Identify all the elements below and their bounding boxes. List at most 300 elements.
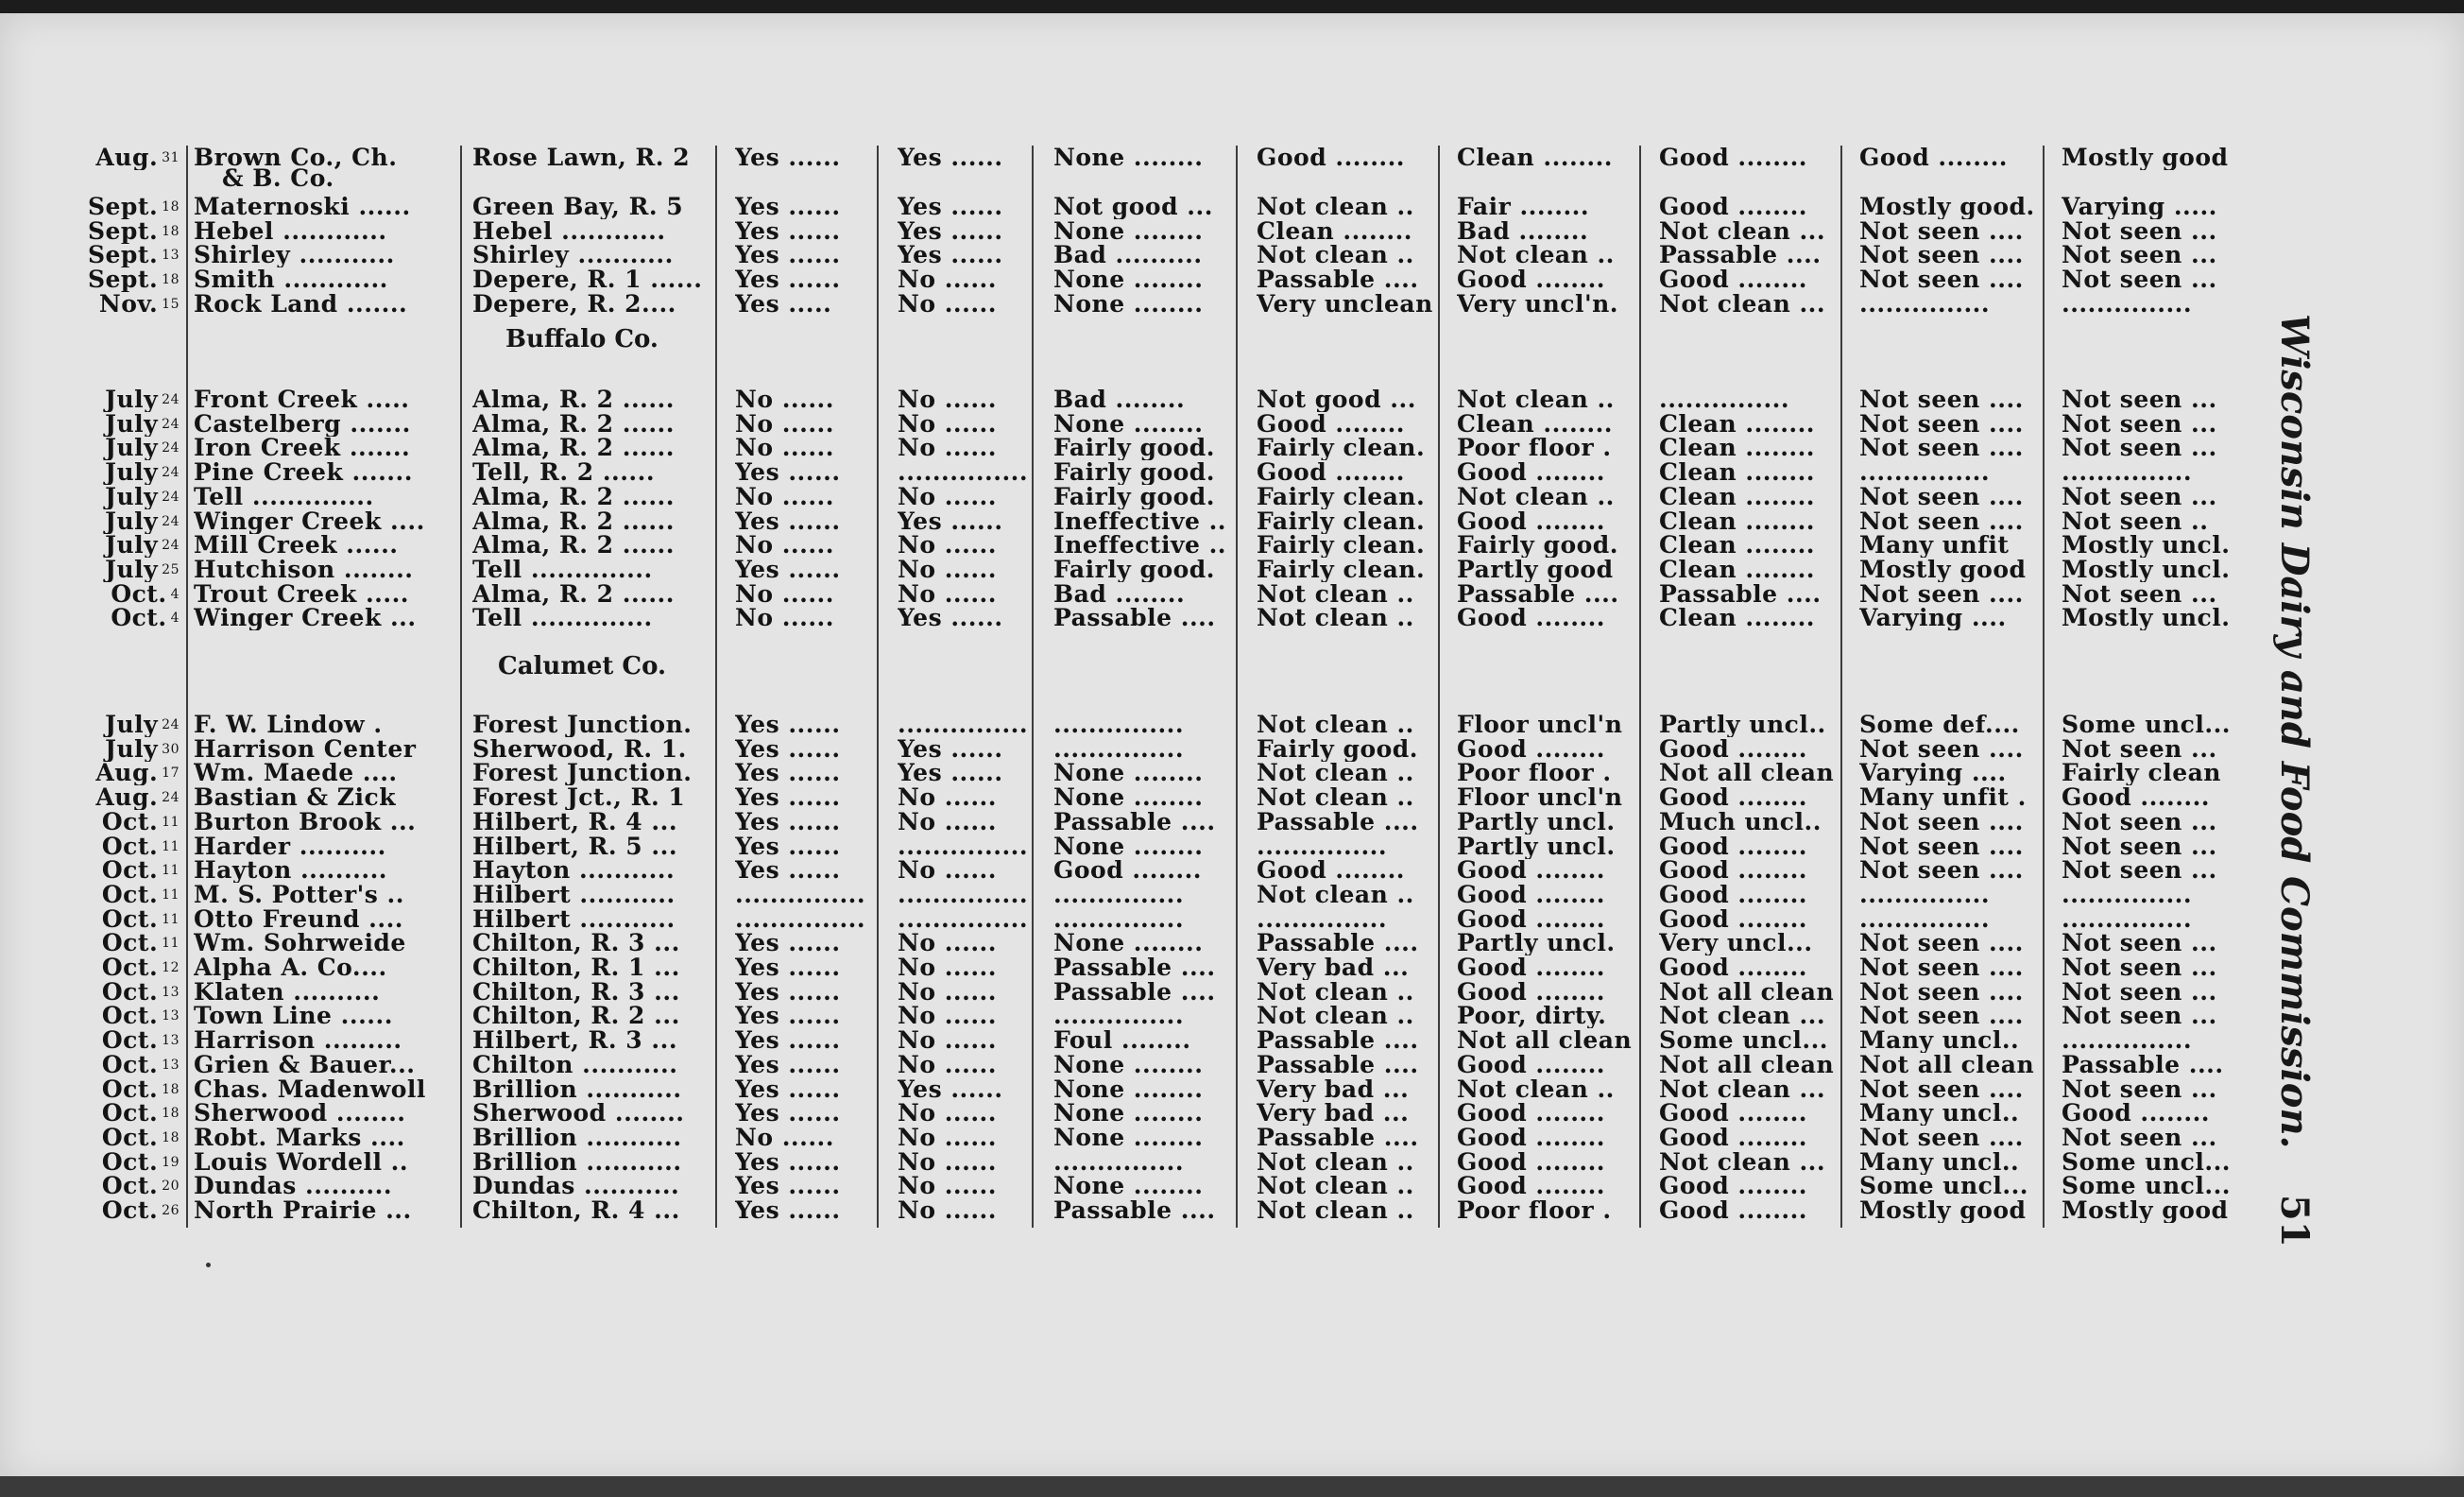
cell-c4: Very bad ...: [1257, 1076, 1410, 1102]
cell-c7: Mostly good.: [1859, 195, 2035, 219]
day: 20: [162, 1179, 180, 1195]
month: Oct.: [101, 858, 159, 884]
cell-location: Hilbert, R. 4 ...: [472, 809, 678, 835]
cell-c4: Good ........: [1257, 146, 1406, 170]
day: 11: [162, 838, 180, 854]
month: Oct.: [101, 1101, 159, 1127]
month: Aug.: [95, 146, 159, 170]
day: 25: [162, 561, 180, 577]
cell-c2: ...............: [898, 834, 1029, 859]
column-rule: [1639, 146, 1641, 1228]
table-row: [0, 219, 2267, 244]
cell-c1: No ......: [735, 1125, 834, 1150]
cell-c4: Passable ....: [1257, 1052, 1419, 1077]
cell-c7: Not seen ....: [1859, 858, 2024, 884]
day: 24: [162, 465, 180, 481]
cell-c8: ...............: [2062, 1028, 2193, 1054]
cell-name: Chas. Madenwoll: [194, 1076, 426, 1102]
cell-name: Tell ..............: [194, 484, 374, 509]
cell-c5: Partly uncl.: [1457, 809, 1616, 835]
date-cell: [38, 1101, 180, 1126]
cell-c1: Yes ......: [735, 1004, 841, 1029]
cell-c2: No ......: [898, 1028, 997, 1054]
cell-c2: ...............: [898, 882, 1029, 907]
day: 24: [162, 392, 180, 407]
cell-c1: Yes ......: [735, 508, 841, 534]
cell-c4: Not clean ..: [1257, 1149, 1414, 1175]
cell-c7: Good ........: [1859, 146, 2009, 170]
cell-c2: Yes ......: [898, 146, 1003, 170]
cell-c6: Good ........: [1659, 858, 1808, 884]
month: Oct.: [101, 834, 159, 859]
cell-c7: Some def....: [1859, 713, 2020, 737]
cell-c7: Not seen ....: [1859, 436, 2024, 461]
cell-location: Hilbert, R. 5 ...: [472, 834, 678, 859]
cell-c8: Not seen ..: [2062, 508, 2209, 534]
day: 24: [162, 489, 180, 505]
cell-c4: Good ........: [1257, 411, 1406, 437]
cell-name: F. W. Lindow .: [194, 713, 383, 737]
column-rule: [1840, 146, 1842, 1228]
cell-c3: None ........: [1053, 834, 1204, 859]
cell-c6: Good ........: [1659, 1101, 1808, 1127]
cell-c8: Not seen ...: [2062, 736, 2217, 762]
cell-c8: Not seen ...: [2062, 1004, 2217, 1029]
cell-c3: None ........: [1053, 218, 1204, 244]
cell-location: Chilton ...........: [472, 1052, 678, 1077]
cell-c4: Not clean ..: [1257, 761, 1414, 786]
cell-c6: Not clean ...: [1659, 1149, 1826, 1175]
month: Oct.: [101, 1125, 159, 1150]
cell-c6: Clean ........: [1659, 508, 1816, 534]
cell-c1: Yes ......: [735, 460, 841, 486]
date-cell: [38, 1077, 180, 1102]
cell-c4: Passable ....: [1257, 267, 1419, 293]
cell-c1: Yes ......: [735, 1149, 841, 1175]
table-row: [0, 1198, 2267, 1223]
cell-location: Depere, R. 2....: [472, 291, 676, 317]
cell-c3: None ........: [1053, 1101, 1204, 1127]
cell-c6: Not all clean: [1659, 761, 1835, 786]
table-row: [0, 558, 2267, 582]
cell-c6: Not clean ...: [1659, 1004, 1826, 1029]
date-cell: [38, 460, 180, 485]
day: 24: [162, 440, 180, 456]
table-row: [0, 737, 2267, 762]
cell-c2: No ......: [898, 785, 997, 811]
cell-location: Tell, R. 2 ......: [472, 460, 656, 486]
cell-location: Tell ..............: [472, 606, 653, 631]
table-row: [0, 144, 2267, 192]
cell-c2: Yes ......: [898, 243, 1003, 268]
cell-c4: Very unclean: [1257, 291, 1433, 317]
day: 13: [162, 248, 180, 264]
table-row: [0, 292, 2267, 317]
date-cell: [38, 1053, 180, 1077]
cell-c5: Poor floor .: [1457, 761, 1612, 786]
cell-c3: None ........: [1053, 785, 1204, 811]
cell-c5: Clean ........: [1457, 411, 1614, 437]
cell-c7: Many uncl..: [1859, 1149, 2020, 1175]
cell-c4: Fairly clean.: [1257, 436, 1426, 461]
cell-c6: Not clean ...: [1659, 1076, 1826, 1102]
cell-c6: Good ........: [1659, 906, 1808, 932]
month: July: [105, 736, 159, 762]
table-row: [0, 509, 2267, 534]
cell-c7: Not seen ....: [1859, 979, 2024, 1005]
day: 18: [162, 1106, 180, 1122]
cell-c3: Passable ....: [1053, 979, 1216, 1005]
cell-c6: Passable ....: [1659, 243, 1822, 268]
table-row: [0, 810, 2267, 835]
cell-c2: No ......: [898, 581, 997, 607]
month: July: [105, 533, 159, 559]
cell-name: Pine Creek .......: [194, 460, 413, 486]
cell-c6: Good ........: [1659, 1198, 1808, 1223]
cell-c1: Yes ......: [735, 146, 841, 170]
cell-c6: Clean ........: [1659, 484, 1816, 509]
cell-c6: Good ........: [1659, 736, 1808, 762]
cell-c6: Very uncl...: [1659, 931, 1813, 956]
cell-c7: Not seen ....: [1859, 508, 2024, 534]
cell-c8: Not seen ...: [2062, 243, 2217, 268]
cell-name: Front Creek .....: [194, 387, 410, 412]
column-rule: [1032, 146, 1034, 1228]
cell-c1: Yes ......: [735, 955, 841, 980]
cell-c3: Passable ....: [1053, 809, 1216, 835]
day: 11: [162, 936, 180, 952]
cell-c3: None ........: [1053, 761, 1204, 786]
cell-name: Bastian & Zick: [194, 785, 397, 811]
cell-c4: Passable ....: [1257, 1125, 1419, 1150]
cell-c4: Fairly clean.: [1257, 508, 1426, 534]
table-row: [0, 761, 2267, 785]
cell-name: Wm. Maede ....: [194, 761, 398, 786]
cell-c8: Not seen ...: [2062, 834, 2217, 859]
cell-c3: Bad ........: [1053, 387, 1186, 412]
day: 12: [162, 960, 180, 975]
cell-c5: Not clean ..: [1457, 243, 1615, 268]
date-cell: [38, 412, 180, 437]
cell-c4: Not clean ..: [1257, 243, 1414, 268]
cell-c4: Fairly good.: [1257, 736, 1418, 762]
cell-c2: ...............: [898, 713, 1029, 737]
cell-c5: Not clean ..: [1457, 484, 1615, 509]
cell-c3: Fairly good.: [1053, 484, 1215, 509]
cell-c4: Very bad ...: [1257, 1101, 1410, 1127]
day: 18: [162, 1129, 180, 1145]
cell-location: Chilton, R. 4 ...: [472, 1198, 680, 1223]
date-cell: [38, 1004, 180, 1028]
cell-c2: Yes ......: [898, 508, 1003, 534]
cell-location: Hilbert, R. 3 ...: [472, 1028, 678, 1054]
cell-c6: Not all clean: [1659, 1052, 1835, 1077]
cell-c7: ...............: [1859, 882, 1991, 907]
cell-c1: Yes ......: [735, 736, 841, 762]
cell-c3: None ........: [1053, 411, 1204, 437]
cell-c7: Not seen ....: [1859, 387, 2024, 412]
cell-c4: Very bad ...: [1257, 955, 1410, 980]
cell-name: Hebel ............: [194, 218, 387, 244]
cell-c1: Yes ......: [735, 761, 841, 786]
cell-c7: Many unfit: [1859, 533, 2010, 559]
date-cell: [38, 955, 180, 980]
cell-c3: Bad ........: [1053, 581, 1186, 607]
cell-c1: No ......: [735, 436, 834, 461]
table-row: [0, 1028, 2267, 1053]
column-rule: [186, 146, 188, 1228]
scan-bottom-edge: [0, 1476, 2464, 1497]
table-row: [0, 267, 2267, 292]
cell-c4: Not clean ..: [1257, 1004, 1414, 1029]
cell-c1: Yes ......: [735, 785, 841, 811]
cell-c8: Varying .....: [2062, 195, 2217, 219]
cell-c2: No ......: [898, 436, 997, 461]
date-cell: [38, 292, 180, 317]
cell-c3: Fairly good.: [1053, 557, 1215, 582]
cell-c8: Not seen ...: [2062, 218, 2217, 244]
cell-c2: No ......: [898, 291, 997, 317]
cell-c4: Clean ........: [1257, 218, 1413, 244]
cell-c6: Passable ....: [1659, 581, 1822, 607]
cell-location: Rose Lawn, R. 2: [472, 146, 691, 170]
cell-c6: Good ........: [1659, 882, 1808, 907]
cell-c6: Not all clean: [1659, 979, 1835, 1005]
date-cell: [38, 146, 180, 170]
cell-c1: Yes ......: [735, 1052, 841, 1077]
date-cell: [38, 533, 180, 558]
month: Oct.: [101, 1052, 159, 1077]
cell-location: Alma, R. 2 ......: [472, 581, 675, 607]
cell-c3: None ........: [1053, 1174, 1204, 1199]
cell-location: Forest Junction.: [472, 713, 693, 737]
cell-c1: No ......: [735, 606, 834, 631]
table-row: [0, 785, 2267, 810]
cell-c1: Yes ......: [735, 979, 841, 1005]
cell-c1: No ......: [735, 581, 834, 607]
table-row: [0, 460, 2267, 485]
cell-c5: Passable ....: [1457, 581, 1619, 607]
document-page: [0, 13, 2464, 1483]
cell-c8: Some uncl...: [2062, 1149, 2231, 1175]
cell-c6: Not clean ...: [1659, 291, 1826, 317]
day: 4: [170, 586, 180, 602]
cell-c5: Good ........: [1457, 858, 1606, 884]
date-cell: [38, 1126, 180, 1150]
cell-c1: Yes ......: [735, 243, 841, 268]
cell-c4: Fairly clean.: [1257, 484, 1426, 509]
cell-location: Hilbert ...........: [472, 882, 676, 907]
cell-c6: Clean ........: [1659, 460, 1816, 486]
cell-c5: Not clean ..: [1457, 1076, 1615, 1102]
cell-c3: ...............: [1053, 736, 1185, 762]
cell-name: Harrison Center: [194, 736, 417, 762]
cell-name: Burton Brook ...: [194, 809, 417, 835]
month: July: [105, 508, 159, 534]
cell-c4: ...............: [1257, 906, 1388, 932]
cell-c4: Passable ....: [1257, 809, 1419, 835]
day: 13: [162, 1033, 180, 1049]
cell-c7: ...............: [1859, 291, 1991, 317]
cell-c3: ...............: [1053, 713, 1185, 737]
cell-c8: Not seen ...: [2062, 411, 2217, 437]
cell-c6: Good ........: [1659, 1174, 1808, 1199]
month: July: [105, 557, 159, 582]
cell-c3: None ........: [1053, 291, 1204, 317]
cell-name: Sherwood ........: [194, 1101, 406, 1127]
cell-name: Otto Freund ....: [194, 906, 403, 932]
cell-c5: Not all clean: [1457, 1028, 1633, 1054]
cell-c5: Bad ........: [1457, 218, 1589, 244]
cell-c3: None ........: [1053, 1076, 1204, 1102]
cell-name: Alpha A. Co....: [194, 955, 387, 980]
table-row: [0, 436, 2267, 460]
cell-c5: Good ........: [1457, 508, 1606, 534]
cell-c7: Not seen ....: [1859, 411, 2024, 437]
column-rule: [877, 146, 879, 1228]
cell-c3: ...............: [1053, 882, 1185, 907]
cell-location: Dundas ...........: [472, 1174, 680, 1199]
date-cell: [38, 1174, 180, 1198]
cell-c7: Not seen ....: [1859, 243, 2024, 268]
cell-c4: Not clean ..: [1257, 713, 1414, 737]
date-cell: [38, 761, 180, 785]
section-title-calumet: Calumet Co.: [498, 652, 667, 680]
cell-c8: Not seen ...: [2062, 979, 2217, 1005]
table-row: [0, 1174, 2267, 1198]
cell-c6: Much uncl..: [1659, 809, 1822, 835]
day: 13: [162, 984, 180, 1000]
cell-c2: No ......: [898, 387, 997, 412]
cell-c6: Clean ........: [1659, 606, 1816, 631]
cell-c3: None ........: [1053, 146, 1204, 170]
cell-name: Town Line ......: [194, 1004, 393, 1029]
cell-c8: ...............: [2062, 906, 2193, 932]
cell-c5: Good ........: [1457, 955, 1606, 980]
cell-c2: No ......: [898, 979, 997, 1005]
cell-c2: Yes ......: [898, 606, 1003, 631]
cell-location: Hilbert ...........: [472, 906, 676, 932]
cell-c7: Not seen ....: [1859, 931, 2024, 956]
cell-c5: Good ........: [1457, 882, 1606, 907]
cell-name: Rock Land .......: [194, 291, 408, 317]
cell-c2: No ......: [898, 411, 997, 437]
month: Oct.: [111, 606, 167, 631]
cell-c7: Mostly good: [1859, 557, 2027, 582]
cell-c3: Fairly good.: [1053, 436, 1215, 461]
cell-c6: Good ........: [1659, 195, 1808, 219]
cell-c5: Very uncl'n.: [1457, 291, 1619, 317]
cell-name: North Prairie ...: [194, 1198, 412, 1223]
cell-c6: Some uncl...: [1659, 1028, 1828, 1054]
cell-c5: Poor floor .: [1457, 436, 1612, 461]
cell-location: Brillion ...........: [472, 1076, 682, 1102]
cell-c7: Not seen ....: [1859, 955, 2024, 980]
date-cell: [38, 243, 180, 267]
cell-location: Chilton, R. 1 ...: [472, 955, 680, 980]
cell-name: Trout Creek .....: [194, 581, 409, 607]
date-cell: [38, 1028, 180, 1053]
cell-c3: ...............: [1053, 1004, 1185, 1029]
cell-c4: Not clean ..: [1257, 606, 1414, 631]
cell-location: Green Bay, R. 5: [472, 195, 684, 219]
table-row: [0, 713, 2267, 737]
month: Oct.: [101, 882, 159, 907]
cell-name: Winger Creek ....: [194, 508, 425, 534]
cell-location: Chilton, R. 3 ...: [472, 979, 680, 1005]
cell-c1: Yes ......: [735, 809, 841, 835]
date-cell: [38, 436, 180, 460]
month: Aug.: [95, 785, 159, 811]
cell-c5: Not clean ..: [1457, 387, 1615, 412]
cell-c7: Not seen ....: [1859, 484, 2024, 509]
cell-c6: Good ........: [1659, 267, 1808, 293]
cell-c6: Clean ........: [1659, 533, 1816, 559]
cell-c2: ...............: [898, 906, 1029, 932]
cell-c4: Not clean ..: [1257, 1198, 1414, 1223]
cell-c6: Clean ........: [1659, 557, 1816, 582]
cell-c8: Not seen ...: [2062, 1076, 2217, 1102]
day: 18: [162, 223, 180, 239]
cell-c5: Good ........: [1457, 906, 1606, 932]
cell-c5: Good ........: [1457, 1101, 1606, 1127]
cell-c4: Not clean ..: [1257, 581, 1414, 607]
cell-c3: None ........: [1053, 267, 1204, 293]
cell-c2: Yes ......: [898, 1076, 1003, 1102]
day: 24: [162, 717, 180, 732]
date-cell: [38, 713, 180, 737]
column-rule: [1438, 146, 1440, 1228]
date-cell: [38, 810, 180, 835]
table-row: [0, 533, 2267, 558]
month: Aug.: [95, 761, 159, 786]
date-cell: [38, 835, 180, 859]
cell-name: Wm. Sohrweide: [194, 931, 406, 956]
cell-name: Castelberg .......: [194, 411, 411, 437]
cell-c2: Yes ......: [898, 736, 1003, 762]
cell-c1: Yes ......: [735, 1198, 841, 1223]
date-cell: [38, 1150, 180, 1175]
cell-c5: Good ........: [1457, 736, 1606, 762]
day: 19: [162, 1154, 180, 1170]
cell-location: Shirley ...........: [472, 243, 674, 268]
cell-c6: Partly uncl..: [1659, 713, 1826, 737]
cell-c1: ...............: [735, 882, 866, 907]
date-cell: [38, 606, 180, 630]
cell-c1: Yes ......: [735, 1028, 841, 1054]
day: 18: [162, 272, 180, 288]
cell-c6: Clean ........: [1659, 411, 1816, 437]
month: Oct.: [101, 809, 159, 835]
cell-c4: Not clean ..: [1257, 1174, 1414, 1199]
month: Oct.: [101, 1198, 159, 1223]
cell-c7: Varying ....: [1859, 606, 2007, 631]
table-row: [0, 907, 2267, 932]
cell-c5: Partly uncl.: [1457, 931, 1616, 956]
date-cell: [38, 737, 180, 762]
day: 13: [162, 1008, 180, 1024]
cell-c8: ...............: [2062, 460, 2193, 486]
table-row: [0, 955, 2267, 980]
cell-c5: Partly good: [1457, 557, 1614, 582]
date-cell: [38, 883, 180, 907]
cell-c7: Not seen ....: [1859, 267, 2024, 293]
date-cell: [38, 509, 180, 534]
cell-c3: Passable ....: [1053, 955, 1216, 980]
month: Oct.: [101, 1076, 159, 1102]
cell-location: Brillion ...........: [472, 1149, 682, 1175]
cell-c2: No ......: [898, 1052, 997, 1077]
